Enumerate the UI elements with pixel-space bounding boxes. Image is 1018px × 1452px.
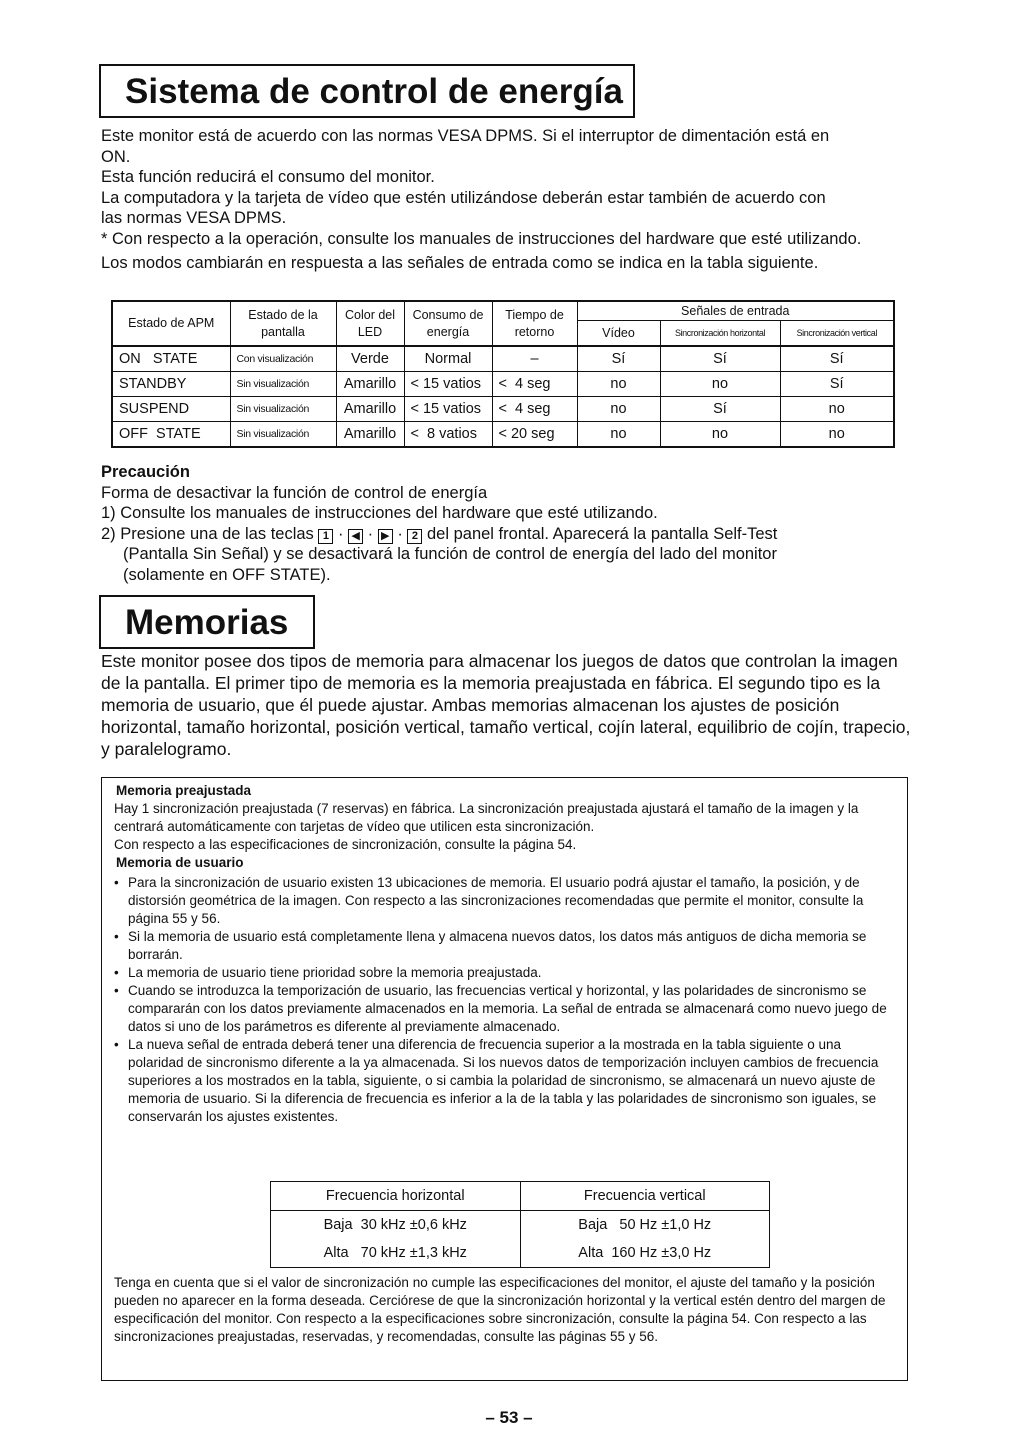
cell-screen: Sin visualización	[230, 397, 336, 422]
header-screen: Estado de la pantalla	[230, 301, 336, 346]
cell-video: no	[577, 397, 660, 422]
user-bullet: • La memoria de usuario tiene prioridad sobre la memoria preajustada.	[114, 964, 896, 982]
header-power: Consumo de energía	[404, 301, 492, 346]
cell-vsync: Sí	[780, 346, 894, 372]
cell-power: < 8 vatios	[404, 422, 492, 448]
intro-line: La computadora y la tarjeta de vídeo que estén utilizándose deberán estar también de acuerdo con	[101, 188, 826, 207]
header-led: Color del LED	[336, 301, 404, 346]
cell-apm: OFF STATE	[112, 422, 230, 448]
freq-v-high: Alta 160 Hz ±3,0 Hz	[520, 1239, 770, 1268]
memories-intro: Este monitor posee dos tipos de memoria para almacenar los juegos de datos que controlan la imagen de la pantalla. El primer tipo de memoria es la memoria preajustada en fábrica. El segundo tipo es la memoria de usuario, que él puede ajustar. Ambas memorias almacenan los ajustes de posición horizontal, tamaño horizontal, posición vertical, tamaño vertical, cojín lateral, equilibrio de cojín, trapecio, y paralelogramo.	[101, 651, 911, 759]
user-heading: Memoria de usuario	[116, 855, 244, 870]
cell-led: Amarillo	[336, 397, 404, 422]
caution-item-2: 2) Presione una de las teclas 1 · ◀ · ▶ · 2 del panel frontal. Aparecerá la pantalla Self-Test	[101, 524, 778, 543]
user-bullet: • La nueva señal de entrada deberá tener una diferencia de frecuencia superior a la mostrada en la tabla siguiente o una polaridad de sincronismo diferente a la ya almacenada. Si los nuevos datos de temporización incluyen cambios de frecuencia superiores a los mostrados en la tabla, siguiente, o si cambia la polaridad de sincronismo, se almacenará un nuevo ajuste de memoria de usuario. Si la diferencia de frecuencia es inferior a la de la tabla y las polaridades de sincronismo son iguales, se conservarán los ajustes existentes.	[114, 1036, 896, 1126]
key-left-icon: ◀	[348, 529, 363, 544]
freq-h-high: Alta 70 kHz ±1,3 kHz	[271, 1239, 521, 1268]
caution-line: Forma de desactivar la función de control de energía	[101, 483, 488, 502]
cell-time: –	[492, 346, 577, 372]
caution-item-2-text: del panel frontal. Aparecerá la pantalla Self-Test	[427, 524, 778, 543]
hardware-note: * Con respecto a la operación, consulte los manuales de instrucciones del hardware que esté utilizando.	[101, 229, 862, 248]
cell-apm: ON STATE	[112, 346, 230, 372]
caution-item-2-text: 2) Presione una de las teclas	[101, 524, 314, 543]
user-bullet: • Cuando se introduzca la temporización de usuario, las frecuencias vertical y horizontal, y las polaridades de sincronismo se compararán con los datos previamente almacenados en la memoria. La señal de entrada se almacenará como nuevo juego de datos si uno de los parámetros es diferente al previamente almacenado.	[114, 982, 896, 1036]
cell-hsync: no	[660, 372, 780, 397]
intro-line: las normas VESA DPMS.	[101, 209, 287, 227]
cell-time: < 4 seg	[492, 372, 577, 397]
cell-vsync: no	[780, 422, 894, 448]
freq-header-horizontal: Frecuencia horizontal	[271, 1182, 521, 1211]
energy-intro	[101, 126, 911, 274]
caution-heading: Precaución	[101, 463, 190, 481]
power-mode-table	[111, 300, 895, 448]
cell-led: Verde	[336, 346, 404, 372]
user-bullet: • Para la sincronización de usuario existen 13 ubicaciones de memoria. El usuario podrá ajustar el tamaño, la posición, y de distorsión geométrica de la imagen. Con respecto a las sincronizaciones recomendadas que permite el monitor, consulte la página 55 y 56.	[114, 874, 896, 928]
cell-vsync: Sí	[780, 372, 894, 397]
user-bullet: • Si la memoria de usuario está completamente llena y almacena nuevos datos, los datos más antiguos de dicha memoria se borrarán.	[114, 928, 896, 964]
cell-hsync: Sí	[660, 397, 780, 422]
cell-screen: Sin visualización	[230, 422, 336, 448]
caution-item-2-cont: (Pantalla Sin Señal) y se desactivará la función de control de energía del lado del monitor	[123, 545, 777, 563]
cell-led: Amarillo	[336, 422, 404, 448]
memory-box-content	[114, 782, 896, 1126]
page-number: – 53 –	[485, 1408, 533, 1427]
header-signals: Señales de entrada	[577, 301, 894, 321]
header-apm: Estado de APM	[112, 301, 230, 346]
freq-h-low: Baja 30 kHz ±0,6 kHz	[271, 1211, 521, 1240]
cell-video: no	[577, 422, 660, 448]
cell-time: < 20 seg	[492, 422, 577, 448]
frequency-table	[270, 1181, 770, 1268]
section-title-energy: Sistema de control de energía	[99, 64, 635, 118]
caution-block	[101, 462, 911, 585]
cell-screen: Sin visualización	[230, 372, 336, 397]
key-1-icon: 1	[318, 529, 333, 544]
cell-time: < 4 seg	[492, 397, 577, 422]
cell-led: Amarillo	[336, 372, 404, 397]
header-vsync: Sincronización vertical	[780, 321, 894, 347]
cell-apm: SUSPEND	[112, 397, 230, 422]
preset-ref: Con respecto a las especificaciones de sincronización, consulte la página 54.	[114, 837, 577, 852]
cell-video: Sí	[577, 346, 660, 372]
header-video: Vídeo	[577, 321, 660, 347]
preset-heading: Memoria preajustada	[116, 783, 252, 798]
cell-video: no	[577, 372, 660, 397]
freq-header-vertical: Frecuencia vertical	[520, 1182, 770, 1211]
intro-line: Esta función reducirá el consumo del monitor.	[101, 168, 435, 186]
table-row	[112, 397, 894, 422]
header-time: Tiempo de retorno	[492, 301, 577, 346]
table-intro: Los modos cambiarán en respuesta a las señales de entrada como se indica en la tabla siguiente.	[101, 254, 819, 272]
intro-line: ON.	[101, 147, 131, 166]
cell-power: < 15 vatios	[404, 372, 492, 397]
freq-v-low: Baja 50 Hz ±1,0 Hz	[520, 1211, 770, 1240]
section-title-memories: Memorias	[99, 595, 315, 649]
memory-footer-note: Tenga en cuenta que si el valor de sincronización no cumple las especificaciones del monitor, el ajuste del tamaño y la posición pueden no aparecer en la forma deseada. Cerciórese de que la sincronización horizontal y la vertical estén dentro del margen de especificación del monitor. Con respecto a la especificaciones sobre sincronización, consulte la página 54. Con respecto a las sincronizaciones preajustadas, reservadas, y recomendadas, consulte las páginas 55 y 56.	[114, 1275, 886, 1344]
cell-power: < 15 vatios	[404, 397, 492, 422]
key-right-icon: ▶	[378, 529, 393, 544]
cell-vsync: no	[780, 397, 894, 422]
caution-item-1: 1) Consulte los manuales de instrucciones del hardware que esté utilizando.	[101, 504, 658, 522]
cell-apm: STANDBY	[112, 372, 230, 397]
cell-power: Normal	[404, 346, 492, 372]
preset-text: Hay 1 sincronización preajustada (7 reservas) en fábrica. La sincronización preajustada ajustará el tamaño de la imagen y la centrará automáticamente con tarjetas de vídeo que utilicen esta sincronización.	[114, 801, 859, 834]
table-row	[112, 422, 894, 448]
caution-item-2-cont: (solamente en OFF STATE).	[123, 565, 331, 584]
intro-line: Este monitor está de acuerdo con las normas VESA DPMS. Si el interruptor de dimentación está en	[101, 127, 830, 145]
table-row	[112, 372, 894, 397]
cell-hsync: Sí	[660, 346, 780, 372]
table-row	[112, 346, 894, 372]
key-2-icon: 2	[407, 529, 422, 544]
cell-hsync: no	[660, 422, 780, 448]
cell-screen: Con visualización	[230, 346, 336, 372]
header-hsync: Sincronización horizontal	[660, 321, 780, 347]
